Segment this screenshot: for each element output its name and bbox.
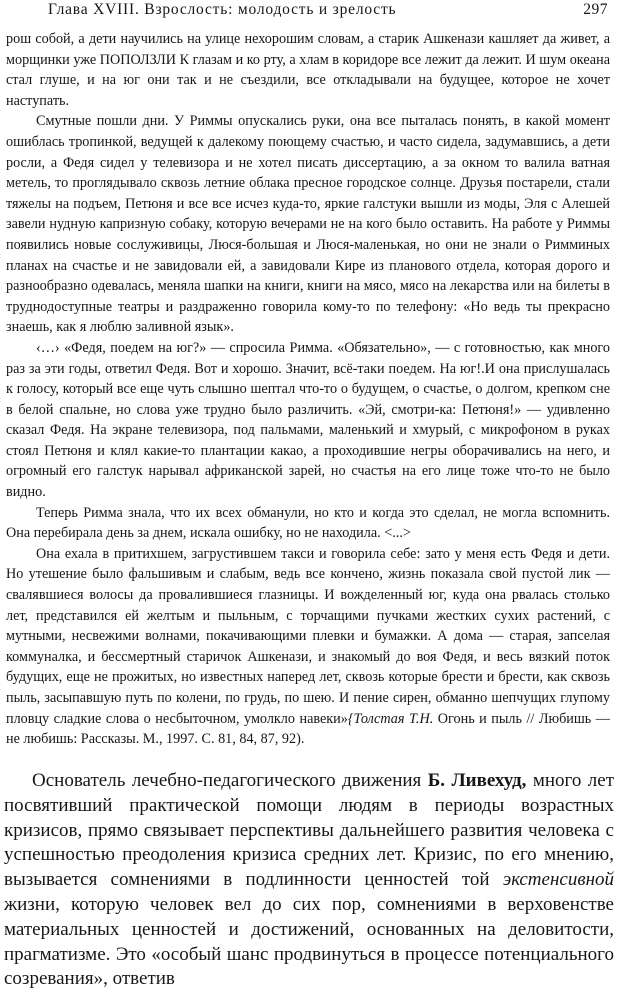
quote-paragraph-4: Теперь Римма знала, что их всех обманули, но кто и когда это сделал, не могла вспомнить. Она перебирала день за днем, искала ошибку, но не находила. <...> — [6, 504, 610, 542]
quote-paragraph-5 — [6, 544, 610, 750]
emphasized-term: экстенсивной — [502, 869, 614, 891]
quote-paragraph-3: ‹…› «Федя, поедем на юг?» — спросила Римма. «Обязательно», — с готовностью, как много раз за эти годы, ответил Федя. Вот и хорошо. Значит, всё-таки поедем. На юг!.И она прислушалась к голосу, который все еще чуть слышно шептал что-то о будущем, о счастье, о долгом, крепком сне в белой спальне, но слова уже трудно было различить. «Эй, смотри-ка: Петюня!» — удивленно сказал Федя. На экране телевизора, под пальмами, маленький и хмурый, с микрофоном в руках стоял Петюня и клял какие-то плантации какао, а проходившие негры оборачивались на него, и огромный его галстук нарывал африканской зарей, но счастья на его лице тоже что-то не было видно. — [6, 339, 610, 501]
author-name: Б. Ливехуд, — [427, 770, 527, 791]
quote-paragraph-1: рош собой, а дети научились на улице нехорошим словам, а старик Ашкенази кашляет да живет, а морщинки уже ПОПОЛЗЛИ К глазам и ко рту, а хлам в коридоре все лежит да лежит. И шум океана стал глуше, и на юг они так и не съездили, все откладывали на будущее, которое не хочет наступать. — [6, 31, 610, 109]
main-text-part-1: Основатель лечебно-педагогического движения — [32, 770, 428, 791]
quote-paragraph-2: Смутные пошли дни. У Риммы опускались руки, она все пыталась понять, в какой момент ошиблась тропинкой, ведущей к далекому поющему счастью, и часто сидела, задумавшись, а дети росли, а Федя сидел у телевизора и не хотел писать диссертацию, а за окном то валила ватная метель, то проглядывало сквозь летние облака пресное городское солнце. Друзья постарели, стали тяжелы на подъем, Петюня и все все исчез куда-то, яркие галстуки вышли из моды, Эля с Алешей завели нудную капризную собаку, которую вечерами не на кого было оставить. На работе у Риммы появились новые сослуживицы, Люся-большая и Люся-маленькая, но они не знали о Римминых планах на счастье и не завидовали ей, а завидовали Кире из планового отдела, которая дорого и разнообразно одевалась, меняла шапки на книги, книги на мясо, мясо на лекарства или на билеты в труднодоступные театры и раздраженно говорила кому-то по телефону: «Но ведь ты прекрасно знаешь, как я люблю заливной язык». — [6, 113, 610, 336]
main-text — [4, 769, 614, 992]
main-text-part-3: жизни, которую человек вел до сих пор, сомнениями в верховенстве материальных ценностей и достижений, основанных на деловитости, прагматизме. Это «особый шанс продвинуться в процессе потенциального созревания», ответив — [4, 893, 614, 990]
citation-source: Огонь и пыль // Любишь — не любишь: Рассказы. М., 1997. С. 81, 84, 87, 92). — [6, 710, 610, 748]
main-paragraph — [4, 769, 614, 992]
main-text-part-2: много лет посвятивший практической помощи людям в периоды возрастных кризисов, прямо связывает перспективы дальнейшего развития человека с успешностью преодоления кризиса средних лет. Кризис, по его мнению, вызывается сомнениями в подлинности ценностей той — [4, 770, 614, 891]
quote-paragraph-5-text: Она ехала в притихшем, загрустившем такси и говорила себе: зато у меня есть Федя и дети. Но утешение было фальшивым и слабым, ведь все кончено, жизнь показала свой пустой лик — свалявшиеся волосы да провалившиеся глазницы. И вожделенный юг, куда она рвалась столько лет, представился ей желтым и пыльным, с торчащими пучками жестких сухих растений, с мутными, несвежими волнами, покачивающими плевки и бумажки. А дома — старая, запселая коммуналка, и бессмертный старичок Ашкенази, и знакомый до воя Федя, и весь вязкий поток будущих, еще не прожитых, но известных наперед лет, сквозь которые брести и брести, как сквозь пыль, засыпавшую путь по колени, по грудь, по шею. И пение сирен, обманно шепчущих глупому пловцу сладкие слова о несбыточном, умолкло навеки» — [6, 545, 610, 727]
chapter-title: Глава XVIII. Взрослость: молодость и зрелость — [48, 1, 397, 18]
quoted-excerpt — [6, 29, 610, 750]
running-header — [0, 1, 620, 25]
page-number: 297 — [583, 1, 608, 18]
citation-author: {Толстая Т.Н. — [347, 710, 434, 727]
